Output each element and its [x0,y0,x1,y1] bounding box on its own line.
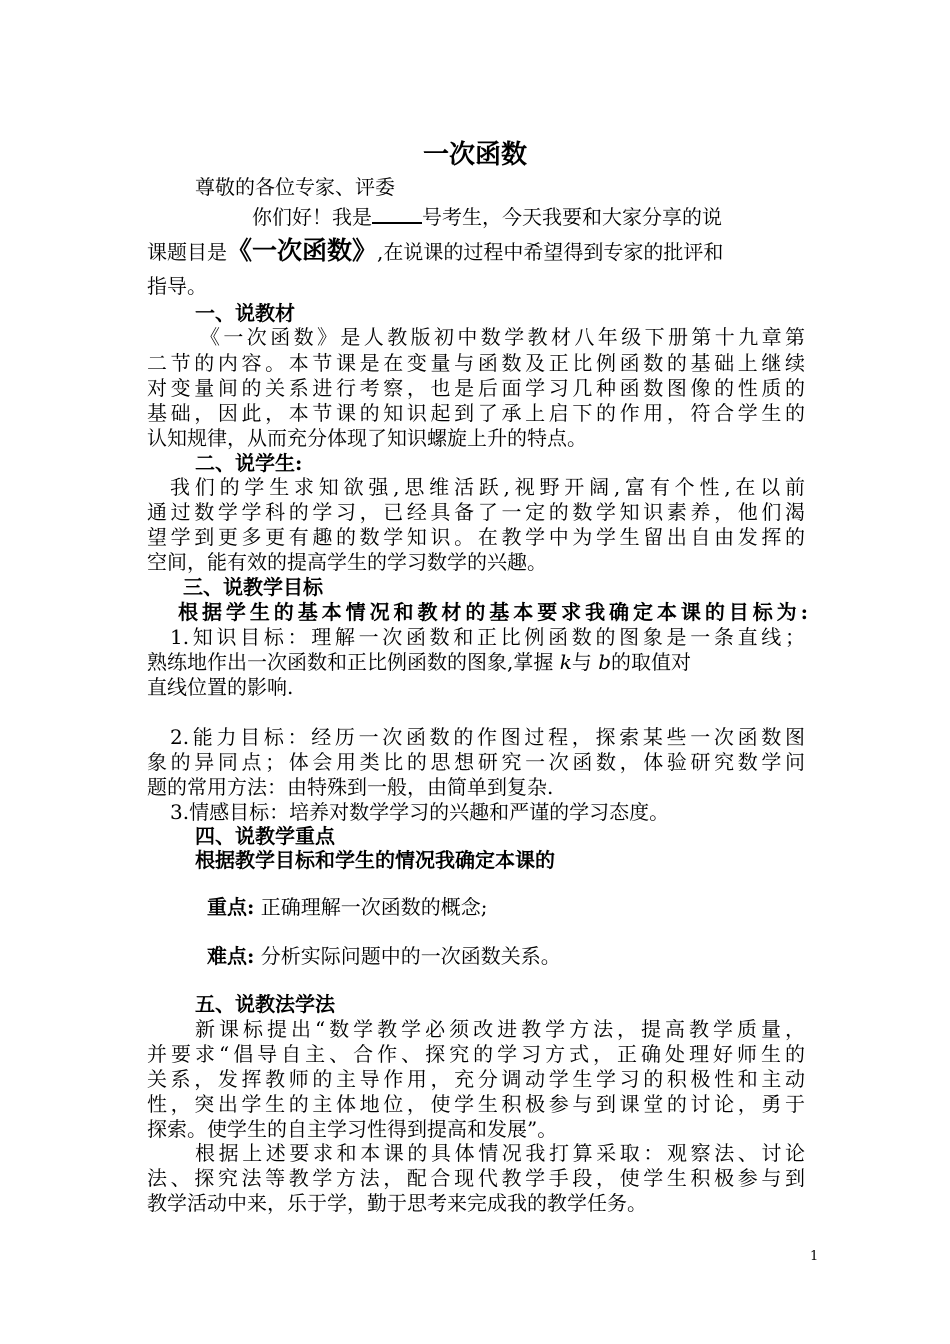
text-line: 对变量间的关系进行考察，也是后面学习几种函数图像的性质的 [147,376,805,400]
key-points-intro: 根据教学目标和学生的情况我确定本课的 [195,848,555,872]
goal-line: 1.知识目标：理解一次函数和正比例函数的图象是一条直线； [170,625,805,649]
greeting-topic: 课题目是《一次函数》,在说课的过程中希望得到专家的批评和 [147,236,724,265]
variable-k: k [559,650,572,674]
text-line: 基础，因此，本节课的知识起到了承上启下的作用，符合学生的 [147,401,805,425]
goal-line: 象的异同点；体会用类比的思想研究一次函数，体验研究数学问 [147,750,805,774]
section-heading: 三、说教学目标 [183,575,323,599]
text-line: 并要求“倡导自主、合作、探究的学习方式，正确处理好师生的 [147,1042,805,1066]
section-heading: 一、说教材 [195,301,295,325]
text-line: 认知规律，从而充分体现了知识螺旋上升的特点。 [147,426,587,450]
text-line: 根据上述要求和本课的具体情况我打算采取：观察法、讨论 [195,1141,805,1165]
goal-line: 3.情感目标：培养对数学学习的兴趣和严谨的学习态度。 [170,800,670,824]
key-point: 重点: 正确理解一次函数的概念; [207,895,488,919]
text-line: 《一次函数》是人教版初中数学教材八年级下册第十九章第 [200,325,805,349]
page-number: 1 [810,1249,819,1264]
goal-line: 熟练地作出一次函数和正比例函数的图象,掌握 k与 b的取值对 [147,650,692,674]
text-line: 法、探究法等教学方法，配合现代教学手段，使学生积极参与到 [147,1166,805,1190]
text-line: 探索。使学生的自主学习性得到提高和发展”。 [147,1117,558,1141]
goal-line: 题的常用方法：由特殊到一般，由简单到复杂. [147,775,554,799]
text-line: 关系，发挥教师的主导作用，充分调动学生学习的积极性和主动 [147,1067,805,1091]
difficult-point: 难点: 分析实际问题中的一次函数关系。 [207,944,561,968]
text-line: 二节的内容。本节课是在变量与函数及正比例函数的基础上继续 [147,351,805,375]
lesson-title: 《一次函数》 [227,236,378,265]
greeting-line: 尊敬的各位专家、评委 [195,175,395,199]
greeting-end: 指导。 [147,274,207,298]
text-line: 性，突出学生的主体地位，使学生积极参与到课堂的讨论，勇于 [147,1092,805,1116]
goal-line: 直线位置的影响. [147,675,294,699]
text-line: 我们的学生求知欲强,思维活跃,视野开阔,富有个性,在以前 [170,475,805,499]
document-title: 一次函数 [422,140,527,170]
candidate-number-blank [372,204,422,224]
goals-intro: 根据学生的基本情况和教材的基本要求我确定本课的目标为: [178,600,808,624]
section-heading: 四、说教学重点 [195,824,335,848]
goal-line: 2.能力目标：经历一次函数的作图过程，探索某些一次函数图 [170,725,805,749]
text-line: 通过数学学科的学习，已经具备了一定的数学知识素养，他们渴 [147,500,805,524]
text-line: 新课标提出“数学教学必须改进教学方法，提高教学质量， [195,1017,805,1041]
text-line: 教学活动中来，乐于学，勤于思考来完成我的教学任务。 [147,1191,647,1215]
text-line: 空间，能有效的提高学生的学习数学的兴趣。 [147,550,547,574]
variable-b: b [598,650,612,674]
section-heading: 五、说教法学法 [195,992,335,1016]
text-line: 望学到更多更有趣的数学知识。在教学中为学生留出自由发挥的 [147,525,805,549]
greeting-intro: 你们好！我是 号考生，今天我要和大家分享的说 [252,205,722,229]
section-heading: 二、说学生: [195,451,303,475]
